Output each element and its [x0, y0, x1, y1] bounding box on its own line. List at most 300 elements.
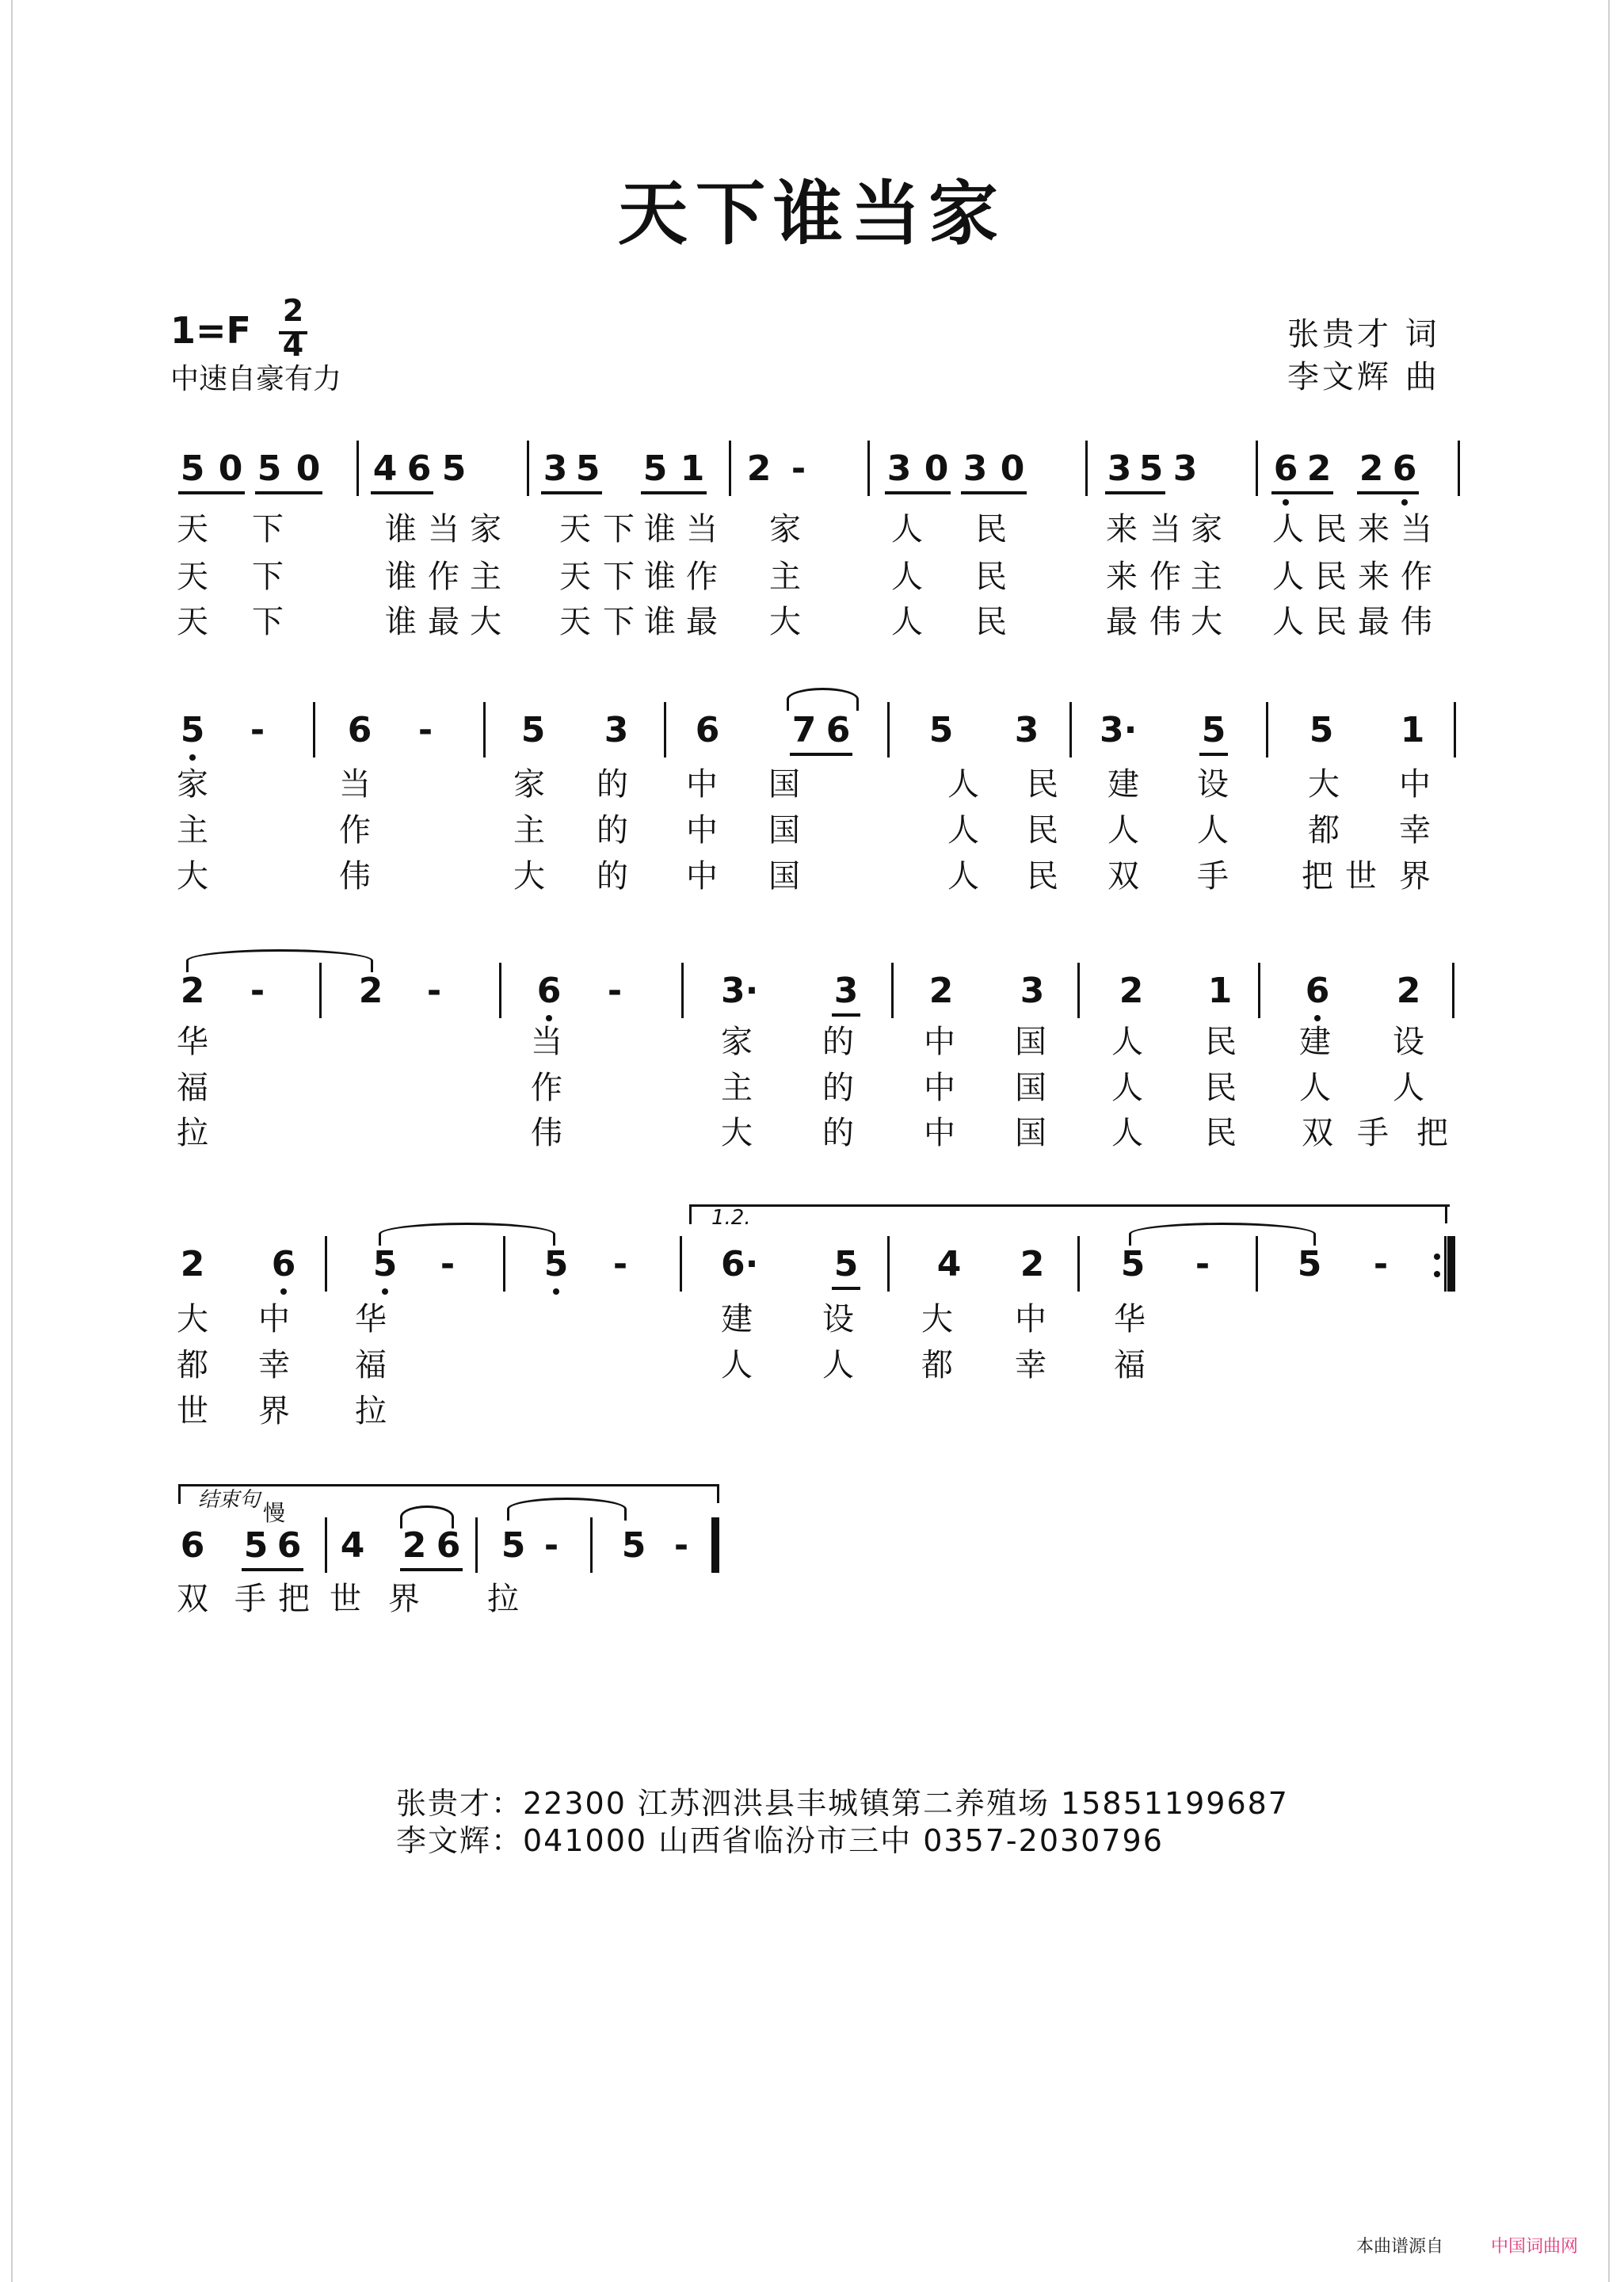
lyric-1-2-19: 作: [1401, 559, 1432, 595]
note-4-5: 5: [543, 1244, 569, 1284]
lyric-1-3-19: 伟: [1401, 604, 1432, 640]
lyric-1-1-6: 天: [559, 511, 591, 548]
lyric-3-1-2: 当: [531, 1024, 562, 1060]
barline-4-5: [1077, 1236, 1080, 1292]
note-1-15: 0: [924, 448, 949, 489]
lyric-1-1-10: 家: [769, 511, 801, 548]
source-site-link[interactable]: 中国词曲网: [1491, 2237, 1579, 2257]
underline-1-1: [178, 491, 245, 494]
underline-1-6: [885, 491, 951, 494]
lyric-3-2-6: 国: [1015, 1070, 1046, 1106]
lyric-5-1-1: 双: [177, 1581, 208, 1617]
lyric-1-2-9: 作: [686, 559, 718, 595]
lyric-4-2-6: 都: [921, 1347, 953, 1383]
lyric-1-3-14: 伟: [1149, 604, 1181, 640]
lyric-2-2-6: 国: [768, 812, 800, 849]
lyric-1-1-15: 家: [1191, 511, 1222, 548]
lyric-4-1-8: 华: [1114, 1301, 1146, 1338]
lyric-2-1-12: 中: [1399, 766, 1431, 803]
lyric-1-2-16: 人: [1272, 559, 1304, 595]
ending-right-tick: [717, 1484, 719, 1503]
lyric-2-1-11: 大: [1308, 766, 1340, 803]
lyric-1-2-18: 来: [1358, 559, 1390, 595]
lyric-4-2-5: 人: [822, 1347, 854, 1383]
note-3-12: 1: [1207, 971, 1233, 1011]
lyric-4-1-1: 大: [177, 1301, 208, 1338]
lyric-1-1-2: 下: [252, 511, 284, 548]
source-label: 本曲谱源自: [1356, 2237, 1444, 2257]
note-1-18: 3: [1107, 448, 1132, 489]
note-2-12: 3·: [1100, 710, 1138, 750]
barline-2-7: [1454, 702, 1456, 757]
lyric-2-3-7: 人: [947, 858, 979, 895]
lyric-1-1-3: 谁: [385, 511, 417, 548]
lyric-2-3-2: 伟: [339, 858, 371, 895]
note-1-10: 5: [642, 448, 668, 489]
lyric-3-3-9: 双: [1302, 1115, 1333, 1151]
lyric-5-1-4: 世: [330, 1581, 361, 1617]
underline-1-2: [255, 491, 322, 494]
note-5-8: -: [543, 1525, 559, 1566]
song-title: 天下谁当家: [617, 172, 1006, 254]
repeat-thin-bar: [1444, 1236, 1447, 1292]
low-octave-dot-1-1: [1283, 499, 1289, 506]
note-1-5: 4: [372, 448, 398, 489]
note-5-6: 6: [436, 1525, 461, 1566]
note-1-9: 5: [575, 448, 600, 489]
note-1-21: 6: [1273, 448, 1298, 489]
note-2-14: 5: [1309, 710, 1334, 750]
underline-1-8: [1105, 491, 1165, 494]
lyric-2-3-4: 的: [597, 858, 628, 895]
lyric-1-1-9: 当: [686, 511, 718, 548]
lyric-2-3-10: 手: [1197, 858, 1229, 895]
lyric-2-1-2: 当: [339, 766, 371, 803]
lyric-4-1-3: 华: [355, 1301, 387, 1338]
note-4-1: 2: [180, 1244, 205, 1284]
lyric-3-2-7: 人: [1111, 1070, 1143, 1106]
lyric-3-2-3: 主: [721, 1070, 753, 1106]
lyric-3-2-10: 人: [1393, 1070, 1424, 1106]
note-2-10: 5: [928, 710, 954, 750]
lyric-3-1-1: 华: [177, 1024, 208, 1060]
lyric-2-1-6: 国: [768, 766, 800, 803]
volta-label: 1.2.: [711, 1206, 751, 1230]
lyric-1-2-15: 主: [1191, 559, 1222, 595]
lyric-1-2-17: 民: [1315, 559, 1347, 595]
barline-5-2: [475, 1517, 478, 1573]
lyric-2-2-4: 的: [597, 812, 628, 849]
lyric-1-1-12: 民: [975, 511, 1007, 548]
note-5-1: 6: [180, 1525, 205, 1566]
note-1-8: 3: [543, 448, 568, 489]
note-2-11: 3: [1014, 710, 1039, 750]
lyric-1-1-18: 来: [1358, 511, 1390, 548]
note-4-8: 5: [833, 1244, 859, 1284]
barline-1-5: [1085, 441, 1088, 496]
lyric-1-2-1: 天: [177, 559, 208, 595]
note-4-4: -: [440, 1244, 456, 1284]
underline-1-5: [641, 491, 707, 494]
lyric-1-2-10: 主: [769, 559, 801, 595]
note-4-14: -: [1373, 1244, 1389, 1284]
lyric-4-3-2: 界: [258, 1393, 290, 1429]
lyric-4-2-4: 人: [721, 1347, 753, 1383]
note-2-15: 1: [1400, 710, 1425, 750]
lyric-3-3-8: 民: [1205, 1115, 1237, 1151]
lyric-2-1-10: 设: [1197, 766, 1229, 803]
low-octave-dot-3-1: [546, 1015, 552, 1021]
low-octave-dot-2-1: [189, 754, 196, 761]
low-octave-dot-3-2: [1314, 1015, 1321, 1021]
note-3-3: 2: [358, 971, 383, 1011]
barline-5-3: [590, 1517, 593, 1573]
barline-3-4: [891, 963, 894, 1018]
lyric-3-2-2: 作: [531, 1070, 562, 1106]
lyric-3-1-6: 国: [1015, 1024, 1046, 1060]
lyric-4-1-4: 建: [721, 1301, 753, 1338]
lyric-1-1-4: 当: [428, 511, 459, 548]
barline-1-7: [1458, 441, 1460, 496]
lyric-1-1-14: 当: [1149, 511, 1181, 548]
lyric-3-1-10: 设: [1393, 1024, 1424, 1060]
note-3-7: 3·: [721, 971, 759, 1011]
lyric-4-2-1: 都: [177, 1347, 208, 1383]
lyric-1-3-7: 下: [603, 604, 635, 640]
note-5-7: 5: [501, 1525, 526, 1566]
note-4-9: 4: [936, 1244, 962, 1284]
lyric-5-1-2: 手: [234, 1581, 266, 1617]
low-octave-dot-4-1: [280, 1288, 287, 1295]
lyric-2-2-7: 人: [947, 812, 979, 849]
lyric-1-3-9: 最: [686, 604, 718, 640]
underline-4-1: [832, 1287, 860, 1290]
slur-4-2: [1129, 1223, 1316, 1246]
lyric-3-2-1: 福: [177, 1070, 208, 1106]
note-3-2: -: [250, 971, 265, 1011]
note-3-5: 6: [536, 971, 562, 1011]
lyric-1-2-2: 下: [252, 559, 284, 595]
lyric-3-1-9: 建: [1299, 1024, 1331, 1060]
key-signature: 1=F: [170, 309, 251, 352]
lyric-3-3-10: 手: [1357, 1115, 1389, 1151]
barline-3-6: [1258, 963, 1260, 1018]
underline-1-3: [371, 491, 433, 494]
lyric-1-3-11: 人: [891, 604, 923, 640]
barline-4-4: [887, 1236, 890, 1292]
note-2-9: 6: [825, 710, 851, 750]
slow-marking: 慢: [263, 1500, 286, 1526]
note-3-10: 3: [1020, 971, 1045, 1011]
lyric-1-2-7: 下: [603, 559, 635, 595]
lyric-3-2-5: 中: [924, 1070, 955, 1106]
lyric-2-3-11: 把: [1302, 858, 1333, 895]
note-3-9: 2: [928, 971, 954, 1011]
lyric-4-3-3: 拉: [355, 1393, 387, 1429]
barline-3-5: [1077, 963, 1080, 1018]
underline-5-1: [242, 1568, 303, 1571]
note-1-13: -: [791, 448, 806, 489]
lyric-2-3-9: 双: [1107, 858, 1139, 895]
note-2-5: 5: [520, 710, 546, 750]
ending-label: 结束句: [198, 1488, 261, 1512]
lyric-1-1-13: 来: [1106, 511, 1138, 548]
note-5-2: 5: [243, 1525, 269, 1566]
barline-5-1: [325, 1517, 327, 1573]
low-octave-dot-4-3: [553, 1288, 559, 1295]
repeat-dot-upper: [1434, 1254, 1440, 1260]
lyric-1-2-5: 主: [470, 559, 501, 595]
lyric-3-2-8: 民: [1205, 1070, 1237, 1106]
lyric-3-1-3: 家: [721, 1024, 753, 1060]
lyric-3-2-4: 的: [822, 1070, 854, 1106]
volta-right-tick: [1445, 1204, 1447, 1223]
lyric-2-3-5: 中: [686, 858, 718, 895]
barline-2-5: [1069, 702, 1072, 757]
lyric-2-2-5: 中: [686, 812, 718, 849]
lyric-2-1-7: 人: [947, 766, 979, 803]
barline-2-1: [313, 702, 315, 757]
lyric-4-1-6: 大: [921, 1301, 953, 1338]
lyric-1-1-8: 谁: [644, 511, 676, 548]
underline-2-2: [1199, 753, 1228, 756]
lyric-2-2-1: 主: [177, 812, 208, 849]
lyric-1-2-11: 人: [891, 559, 923, 595]
note-4-7: 6·: [721, 1244, 759, 1284]
right-margin-line: [1608, 0, 1610, 2282]
barline-1-4: [867, 441, 870, 496]
note-2-4: -: [417, 710, 433, 750]
lyricist-credit: 张贵才 词: [1287, 316, 1440, 353]
note-5-9: 5: [621, 1525, 646, 1566]
note-3-14: 2: [1396, 971, 1421, 1011]
note-1-1: 5: [180, 448, 205, 489]
lyric-3-3-4: 的: [822, 1115, 854, 1151]
note-2-3: 6: [347, 710, 372, 750]
lyric-1-2-12: 民: [975, 559, 1007, 595]
note-5-5: 2: [402, 1525, 427, 1566]
lyric-1-3-5: 大: [470, 604, 501, 640]
lyric-5-1-3: 把: [278, 1581, 310, 1617]
lyric-2-2-10: 人: [1197, 812, 1229, 849]
slur-2-1: [787, 688, 859, 711]
repeat-dot-lower: [1434, 1271, 1440, 1277]
lyric-2-1-8: 民: [1027, 766, 1058, 803]
note-5-3: 6: [276, 1525, 302, 1566]
note-1-17: 0: [1000, 448, 1025, 489]
barline-4-3: [680, 1236, 682, 1292]
lyric-3-3-3: 大: [721, 1115, 753, 1151]
lyric-1-1-17: 民: [1315, 511, 1347, 548]
lyric-2-3-6: 国: [768, 858, 800, 895]
lyric-3-1-4: 的: [822, 1024, 854, 1060]
note-4-11: 5: [1120, 1244, 1146, 1284]
barline-1-1: [356, 441, 359, 496]
lyric-2-1-9: 建: [1107, 766, 1139, 803]
lyric-1-3-2: 下: [252, 604, 284, 640]
lyric-2-2-2: 作: [339, 812, 371, 849]
note-1-4: 0: [295, 448, 321, 489]
lyric-1-2-6: 天: [559, 559, 591, 595]
note-1-3: 5: [257, 448, 282, 489]
tempo-marking: 中速自豪有力: [170, 363, 342, 395]
lyric-1-3-3: 谁: [385, 604, 417, 640]
lyric-4-2-8: 福: [1114, 1347, 1146, 1383]
lyric-1-3-1: 天: [177, 604, 208, 640]
lyric-2-3-8: 民: [1027, 858, 1058, 895]
note-3-4: -: [426, 971, 442, 1011]
lyric-2-2-8: 民: [1027, 812, 1058, 849]
lyric-2-3-12: 世: [1345, 858, 1377, 895]
underline-2-1: [790, 753, 852, 756]
lyric-1-1-5: 家: [470, 511, 501, 548]
lyric-4-2-3: 福: [355, 1347, 387, 1383]
note-3-1: 2: [180, 971, 205, 1011]
underline-3-1: [832, 1013, 860, 1017]
barline-1-6: [1256, 441, 1258, 496]
underline-1-4: [541, 491, 602, 494]
lyric-5-1-5: 界: [388, 1581, 420, 1617]
note-1-12: 2: [746, 448, 772, 489]
lyric-2-1-4: 的: [597, 766, 628, 803]
barline-3-2: [499, 963, 501, 1018]
lyric-4-1-5: 设: [822, 1301, 854, 1338]
lyric-1-3-12: 民: [975, 604, 1007, 640]
note-2-1: 5: [180, 710, 205, 750]
lyric-1-3-6: 天: [559, 604, 591, 640]
underline-5-2: [400, 1568, 463, 1571]
time-sig-bottom: 4: [282, 328, 304, 363]
lyric-3-1-7: 人: [1111, 1024, 1143, 1060]
barline-1-3: [729, 441, 731, 496]
note-1-11: 1: [680, 448, 705, 489]
lyric-4-3-1: 世: [177, 1393, 208, 1429]
lyric-2-1-3: 家: [513, 766, 545, 803]
lyric-2-1-1: 家: [177, 766, 208, 803]
lyric-1-1-11: 人: [891, 511, 923, 548]
lyric-1-3-15: 大: [1191, 604, 1222, 640]
note-4-2: 6: [271, 1244, 296, 1284]
low-octave-dot-4-2: [382, 1288, 388, 1295]
lyric-1-3-10: 大: [769, 604, 801, 640]
lyric-1-2-8: 谁: [644, 559, 676, 595]
note-3-13: 6: [1305, 971, 1330, 1011]
note-1-19: 5: [1138, 448, 1164, 489]
lyric-1-3-8: 谁: [644, 604, 676, 640]
lyric-2-2-3: 主: [513, 812, 545, 849]
lyric-4-2-7: 幸: [1015, 1347, 1046, 1383]
barline-2-6: [1266, 702, 1268, 757]
underline-1-7: [961, 491, 1027, 494]
underline-1-9: [1271, 491, 1333, 494]
slur-3-1: [186, 949, 373, 972]
lyric-5-1-6: 拉: [487, 1581, 519, 1617]
lyric-3-3-5: 中: [924, 1115, 955, 1151]
note-4-10: 2: [1020, 1244, 1045, 1284]
lyric-1-3-16: 人: [1272, 604, 1304, 640]
lyric-2-2-12: 幸: [1399, 812, 1431, 849]
lyric-3-1-8: 民: [1205, 1024, 1237, 1060]
lyric-3-3-11: 把: [1416, 1115, 1448, 1151]
note-5-4: 4: [340, 1525, 365, 1566]
note-5-10: -: [673, 1525, 689, 1566]
note-1-2: 0: [218, 448, 243, 489]
note-2-6: 3: [604, 710, 629, 750]
note-1-23: 2: [1359, 448, 1384, 489]
volta-bracket: [689, 1204, 1450, 1224]
note-4-12: -: [1195, 1244, 1210, 1284]
note-1-22: 2: [1306, 448, 1332, 489]
note-2-2: -: [250, 710, 265, 750]
lyric-1-1-16: 人: [1272, 511, 1304, 548]
lyric-1-1-1: 天: [177, 511, 208, 548]
slur-5-1: [400, 1505, 454, 1528]
lyric-4-1-7: 中: [1015, 1301, 1046, 1338]
final-barline-5: [711, 1517, 719, 1573]
footer-composer-contact: 李文辉：041000 山西省临汾市三中 0357-2030796: [396, 1823, 1164, 1858]
barline-1-2: [527, 441, 529, 496]
lyric-1-2-13: 来: [1106, 559, 1138, 595]
lyric-1-3-13: 最: [1106, 604, 1138, 640]
lyric-3-1-5: 中: [924, 1024, 955, 1060]
lyric-1-3-4: 最: [428, 604, 459, 640]
lyric-1-1-7: 下: [603, 511, 635, 548]
barline-2-3: [664, 702, 666, 757]
lyric-3-2-9: 人: [1299, 1070, 1331, 1106]
lyric-1-3-18: 最: [1358, 604, 1390, 640]
note-2-8: 7: [791, 710, 817, 750]
lyric-3-3-7: 人: [1111, 1115, 1143, 1151]
lyric-3-3-6: 国: [1015, 1115, 1046, 1151]
note-2-7: 6: [695, 710, 720, 750]
note-4-6: -: [612, 1244, 628, 1284]
lyric-3-3-2: 伟: [531, 1115, 562, 1151]
footer-lyricist-contact: 张贵才：22300 江苏泗洪县丰城镇第二养殖场 15851199687: [396, 1786, 1289, 1821]
barline-3-7: [1452, 963, 1454, 1018]
lyric-2-3-3: 大: [513, 858, 545, 895]
lyric-2-1-5: 中: [686, 766, 718, 803]
lyric-2-3-1: 大: [177, 858, 208, 895]
note-2-13: 5: [1201, 710, 1226, 750]
low-octave-dot-1-2: [1401, 499, 1408, 506]
barline-2-4: [887, 702, 890, 757]
note-1-16: 3: [963, 448, 988, 489]
note-3-6: -: [607, 971, 623, 1011]
lyric-1-3-17: 民: [1315, 604, 1347, 640]
lyric-4-2-2: 幸: [258, 1347, 290, 1383]
note-4-3: 5: [372, 1244, 398, 1284]
lyric-2-3-13: 界: [1399, 858, 1431, 895]
note-3-11: 2: [1119, 971, 1144, 1011]
time-sig-top: 2: [282, 293, 304, 328]
lyric-2-2-11: 都: [1308, 812, 1340, 849]
lyric-1-2-14: 作: [1149, 559, 1181, 595]
lyric-1-1-19: 当: [1401, 511, 1432, 548]
lyric-1-2-3: 谁: [385, 559, 417, 595]
final-barline-4: [1447, 1236, 1455, 1292]
left-margin-line: [11, 0, 13, 2282]
lyric-1-2-4: 作: [428, 559, 459, 595]
note-1-14: 3: [886, 448, 912, 489]
note-1-24: 6: [1392, 448, 1417, 489]
note-3-8: 3: [833, 971, 859, 1011]
note-1-7: 5: [441, 448, 467, 489]
note-1-6: 6: [406, 448, 432, 489]
lyric-3-3-1: 拉: [177, 1115, 208, 1151]
slur-4-1: [379, 1223, 555, 1246]
barline-2-2: [483, 702, 486, 757]
barline-4-1: [325, 1236, 327, 1292]
